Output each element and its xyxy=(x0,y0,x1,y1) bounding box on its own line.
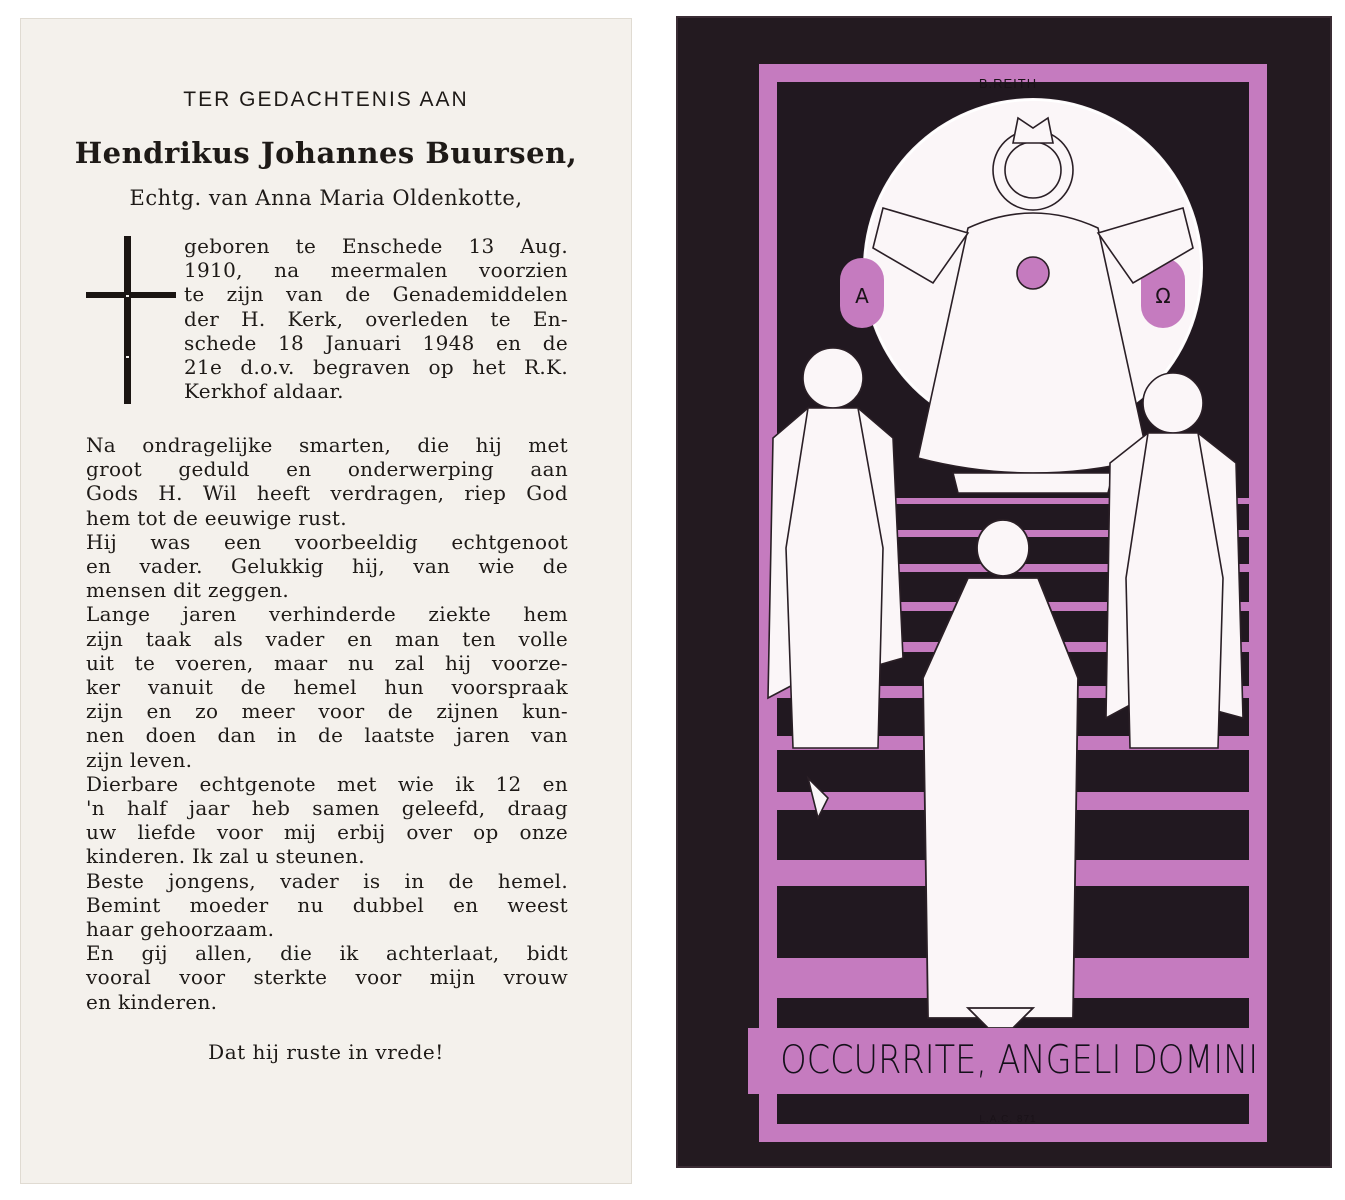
heading: TER GEDACHTENIS AAN xyxy=(183,88,469,111)
text-line: 'n half jaar heb samen geleefd, draag xyxy=(86,796,568,821)
text-line: Beste jongens, vader is in de hemel. xyxy=(86,868,568,893)
text-line: Gods H. Wil heeft verdragen, riep God xyxy=(86,481,568,506)
text-line: Na ondragelijke smarten, die hij met xyxy=(86,433,568,457)
print-code: L.A.C. 871 xyxy=(979,1114,1037,1125)
text-line: der H. Kerk, overleden te En- xyxy=(184,306,568,331)
text-line: vooral voor sterkte voor mijn vrouw xyxy=(86,965,568,990)
text-line: zijn taak als vader en man ten volle xyxy=(86,626,568,651)
text-line: hem tot de eeuwige rust. xyxy=(86,505,347,530)
text-line: haar gehoorzaam. xyxy=(86,917,275,942)
spouse-line: Echtg. van Anna Maria Oldenkotte, xyxy=(129,186,523,210)
text-line: geboren te Enschede 13 Aug. xyxy=(184,234,568,258)
text-line: zijn leven. xyxy=(86,747,193,772)
text-line: en kinderen. xyxy=(86,989,218,1014)
text-line: schede 18 Januari 1948 en de xyxy=(184,330,568,355)
omega-symbol: Ω xyxy=(1155,284,1171,308)
artist-signature: B.REITH xyxy=(978,76,1038,91)
memorial-message xyxy=(86,433,568,1014)
alpha-symbol: A xyxy=(855,284,869,308)
text-line: te zijn van de Genademiddelen xyxy=(184,282,568,307)
deceased-name: Hendrikus Johannes Buursen, xyxy=(74,136,578,170)
text-line: uw liefde voor mij erbij over op onze xyxy=(86,820,568,845)
text-line: nen doen dan in de laatste jaren van xyxy=(86,723,568,748)
text-line: 1910, na meermalen voorzien xyxy=(184,258,568,283)
illustration xyxy=(678,18,1330,1166)
text-line: Kerkhof aldaar. xyxy=(184,379,344,404)
text-line: uit te voeren, maar nu zal hij voorze- xyxy=(86,650,568,675)
text-line: Dierbare echtgenote met wie ik 12 en xyxy=(86,771,568,796)
text-line: Hij was een voorbeeldig echtgenoot xyxy=(86,529,568,554)
text-line: zijn en zo meer voor de zijnen kun- xyxy=(86,699,568,724)
cross-icon xyxy=(86,236,176,404)
text-line: mensen dit zeggen. xyxy=(86,578,290,603)
birth-death-paragraph xyxy=(184,234,568,403)
text-line: Bemint moeder nu dubbel en weest xyxy=(86,892,568,917)
closing-line: Dat hij ruste in vrede! xyxy=(208,1040,444,1064)
text-line: 21e d.o.v. begraven op het R.K. xyxy=(184,355,568,380)
text-line: En gij allen, die ik achterlaat, bidt xyxy=(86,941,568,966)
text-line: kinderen. Ik zal u steunen. xyxy=(86,844,365,869)
text-line: Lange jaren verhinderde ziekte hem xyxy=(86,602,568,627)
text-line: en vader. Gelukkig hij, van wie de xyxy=(86,554,568,579)
memorial-text-card xyxy=(20,18,632,1184)
devotional-image-card xyxy=(678,18,1330,1166)
text-line: ker vanuit de hemel hun voorspraak xyxy=(86,675,568,700)
caption: OCCURRITE, ANGELI DOMINI xyxy=(780,1038,1259,1083)
text-line: groot geduld en onderwerping aan xyxy=(86,457,568,482)
